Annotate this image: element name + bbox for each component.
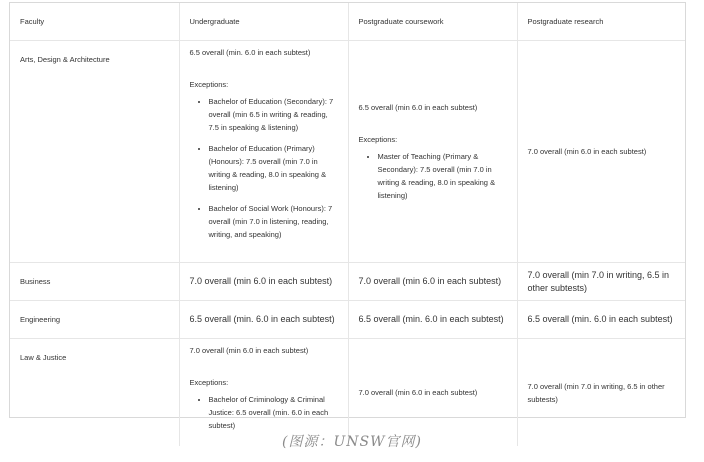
table-row <box>10 263 685 301</box>
exceptions-label: Exceptions: <box>358 135 398 144</box>
faculty-cell: Engineering <box>10 301 179 339</box>
undergraduate-cell: 6.5 overall (min. 6.0 in each subtest) <box>179 301 348 339</box>
faculty-cell: Business <box>10 263 179 301</box>
undergraduate-cell <box>179 339 348 447</box>
postgraduate-research-cell: 6.5 overall (min. 6.0 in each subtest) <box>517 301 685 339</box>
postgraduate-coursework-cell: 7.0 overall (min 6.0 in each subtest) <box>348 263 517 301</box>
exception-item: • Bachelor of Education (Secondary): 7 overall (min 6.5 in writing & reading, 7.5 in speaking & listening) <box>209 95 338 134</box>
table-header-row <box>10 3 685 41</box>
postgraduate-coursework-cell: 7.0 overall (min 6.0 in each subtest) <box>348 339 517 447</box>
postgraduate-research-cell: 7.0 overall (min 7.0 in writing, 6.5 in other subtests) <box>517 339 685 447</box>
postgraduate-coursework-cell <box>348 41 517 263</box>
requirement-text: 6.5 overall (min 6.0 in each subtest) <box>358 103 478 112</box>
exceptions-list <box>190 95 338 241</box>
header-faculty: Faculty <box>10 3 179 41</box>
exceptions-label: Exceptions: <box>189 80 229 89</box>
postgraduate-coursework-cell: 6.5 overall (min. 6.0 in each subtest) <box>348 301 517 339</box>
undergraduate-cell <box>179 41 348 263</box>
ielts-requirements-table-container <box>9 2 686 430</box>
header-postgraduate-coursework: Postgraduate coursework <box>348 3 517 41</box>
exception-item: • Bachelor of Criminology & Criminal Justice: 6.5 overall (min. 6.0 in each subtest) <box>209 393 338 432</box>
header-undergraduate: Undergraduate <box>179 3 348 41</box>
postgraduate-research-cell: 7.0 overall (min 7.0 in writing, 6.5 in other subtests) <box>517 263 685 301</box>
ielts-requirements-table <box>10 3 685 446</box>
exceptions-label: Exceptions: <box>189 378 229 387</box>
faculty-cell: Law & Justice <box>20 353 67 362</box>
faculty-cell: Arts, Design & Architecture <box>10 41 179 263</box>
exceptions-list <box>190 393 338 432</box>
requirement-text: 7.0 overall (min 6.0 in each subtest) <box>189 346 309 355</box>
requirement-text: 6.5 overall (min. 6.0 in each subtest) <box>189 48 311 57</box>
table-row <box>10 41 685 263</box>
table-row <box>10 339 685 447</box>
exceptions-list <box>359 150 507 202</box>
undergraduate-cell: 7.0 overall (min 6.0 in each subtest) <box>179 263 348 301</box>
image-source-caption: (图源：UNSW官网) <box>282 434 422 450</box>
exception-item: • Master of Teaching (Primary & Secondary): 7.5 overall (min 7.0 in writing & reading, 8.0 in speaking & listening) <box>378 150 507 202</box>
postgraduate-research-cell: 7.0 overall (min 6.0 in each subtest) <box>517 41 685 263</box>
exception-item: • Bachelor of Social Work (Honours): 7 overall (min 7.0 in listening, reading, writing, and speaking) <box>209 202 338 241</box>
header-postgraduate-research: Postgraduate research <box>517 3 685 41</box>
exception-item: • Bachelor of Education (Primary) (Honours): 7.5 overall (min 7.0 in writing & reading, 8.0 in speaking & listening) <box>209 142 338 194</box>
table-row <box>10 301 685 339</box>
